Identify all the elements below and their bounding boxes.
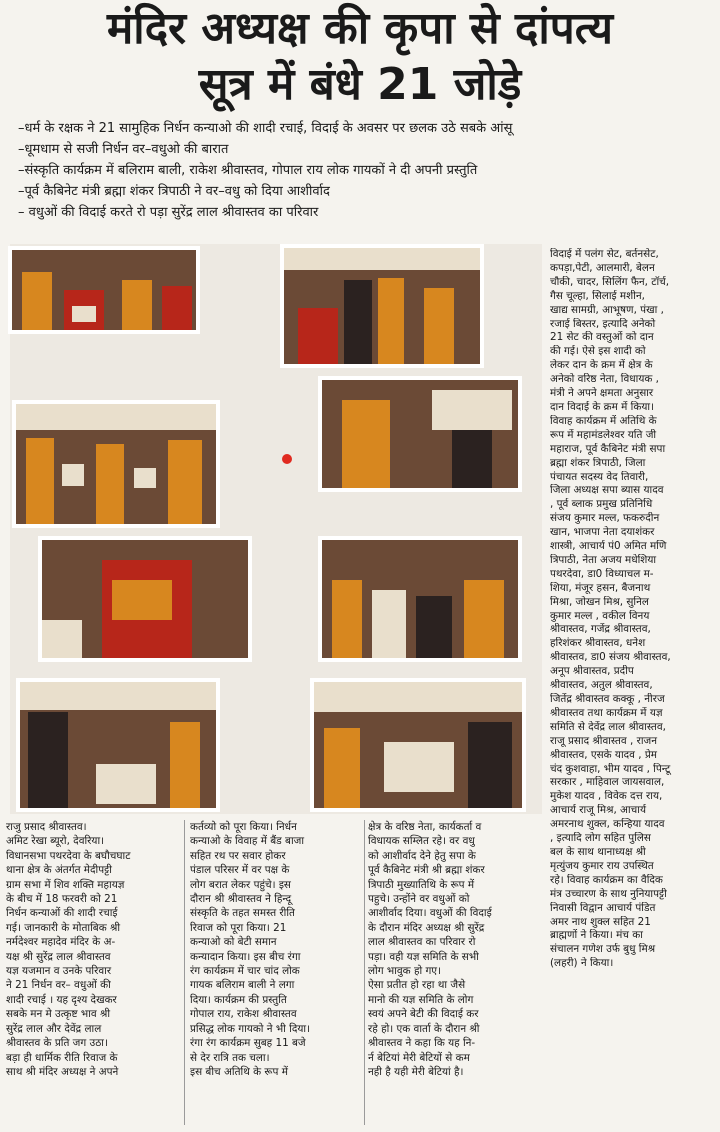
red-bullet-dot: [282, 454, 292, 464]
article-line: कपड़ा,पेटी, आलमारी, बेलन: [550, 261, 655, 274]
article-line: श्रीवास्तव, डा0 संजय श्रीवास्तव,: [550, 651, 671, 664]
article-line: खाद्य सामग्री, आभूषण, पंखा ,: [550, 303, 664, 316]
article-line: बड़ा ही धार्मिक रीति रिवाज के: [6, 1051, 118, 1064]
article-line: क्षेत्र के वरिष्ठ नेता, कार्यकर्ता व: [368, 821, 482, 833]
article-right-column: [550, 248, 712, 971]
article-line: श्रीवास्तव तथा कार्यक्रम में यज्ञ: [550, 706, 663, 719]
article-line: हरिशंकर श्रीवास्तव, धनेश: [550, 637, 646, 650]
article-line: रंग कार्यक्रम में चार चांद लोक: [190, 965, 300, 978]
article-line: स्वयं अपने बेटी की विदाई कर: [368, 1008, 479, 1021]
article-line: रहे। विवाह कार्यक्रम का वैदिक: [550, 873, 663, 886]
article-line: अनूप श्रीवास्तव, प्रदीप: [550, 665, 634, 678]
article-line: मंत्री ने अपने क्षमता अनुसार: [550, 387, 654, 400]
article-line: के दौरान मंदिर अध्यक्ष श्री सुरेंद्र: [368, 921, 485, 934]
photo-felicitation: [20, 682, 216, 808]
article-line: पड़ा। वही यज्ञ समिति के सभी: [368, 950, 479, 963]
highlight-item: – वधुओं की विदाई करते रो पड़ा सुरेंद्र लाल श्रीवास्तव का परिवार: [18, 205, 319, 220]
article-line: की गई। ऐसे इस शादी को: [550, 345, 646, 358]
article-line: मानो की यज्ञ समिति के लोग: [368, 993, 474, 1006]
article-line: गायक बलिराम बाली ने लगा: [190, 979, 295, 992]
article-line: रजाई बिस्तर, इत्यादि अनेको: [550, 317, 656, 330]
article-line: रहे हो। एक वार्ता के दौरान श्री: [368, 1022, 480, 1035]
article-line: मुकेश यादव , विवेक दत्त राय,: [550, 790, 663, 803]
article-line: पंडाल परिसर में वर पक्ष के: [190, 864, 290, 877]
article-line: आचार्य राजू मिश्र, आचार्य: [550, 804, 646, 817]
article-line: निर्धन कन्याओं की शादी रचाई: [6, 907, 118, 920]
article-line: विधानसभा पथरदेवा के बघौचघाट: [6, 849, 131, 862]
headline-line-2: सूत्र में बंधे 21 जोड़े: [198, 59, 522, 110]
article-line: (लहरी) ने किया।: [550, 957, 614, 970]
article-line: बल के साथ थानाध्यक्ष श्री: [550, 845, 646, 858]
photo-ceremony-group: [12, 250, 196, 330]
article-line: ग्राम सभा में शिव शक्ति महायज्ञ: [6, 878, 125, 891]
highlights-list: [18, 118, 718, 223]
article-line: त्रिपाठी, नेता अजय मधेशिया: [550, 553, 657, 566]
article-line: श्रीवास्तव, अतुल श्रीवास्तव,: [550, 679, 653, 692]
highlight-item: –पूर्व कैबिनेट मंत्री ब्रह्मा शंकर त्रिपाठी ने वर–वधु को दिया आशीर्वाद: [18, 184, 330, 199]
article-line: लोग बरात लेकर पहुंचे। इस: [190, 878, 291, 891]
article-line: दौरान श्री श्रीवास्तव ने हिन्दू: [190, 893, 292, 906]
article-column-1: [6, 820, 181, 1079]
article-line: ऐसा प्रतीत हो रहा था जैसे: [368, 979, 466, 992]
photo-award-presentation: [16, 404, 216, 524]
article-line: नर्मदेश्वर महादेव मंदिर के अ-: [6, 936, 116, 949]
article-line: पहुचे। उन्होंने वर वधुओं को: [368, 893, 470, 906]
article-line: अमर नाथ शुक्ल सहित 21: [550, 915, 651, 928]
article-line: आशीर्वाद दिया। वधुओं की विदाई: [368, 907, 492, 920]
article-line: श्रीवास्तव के प्रति जग उठा।: [6, 1037, 108, 1050]
article-line: साथ श्री मंदिर अध्यक्ष ने अपने: [6, 1065, 119, 1078]
article-line: रूप में महामंडलेश्वर यति जी: [550, 428, 657, 441]
article-line: गैस चूल्हा, सिलाई मशीन,: [550, 289, 645, 302]
article-line: के बीच में 18 फरवरी को 21: [6, 893, 118, 906]
article-line: जिला अध्यक्ष सपा ब्यास यादव: [550, 484, 664, 497]
article-line: र्न बेटियां मेरी बेटियों से कम: [368, 1051, 470, 1064]
photo-guests-seated: [322, 540, 518, 658]
highlight-item: –संस्कृति कार्यक्रम में बलिराम बाली, राकेश श्रीवास्तव, गोपाल राय लोक गायकों ने दी अपनी प्रस्तुति: [18, 163, 478, 178]
article-line: इस बीच अतिथि के रूप में: [190, 1065, 288, 1078]
article-line: दिया। कार्यक्रम की प्रस्तुति: [190, 993, 287, 1006]
article-line: पंचायत सदस्य वेद तिवारी,: [550, 470, 649, 483]
article-line: समिति से देवेंद्र लाल श्रीवास्तव,: [550, 720, 666, 733]
article-line: रिवाज को पूरा किया। 21: [190, 921, 287, 934]
photo-bride-seated: [42, 540, 248, 658]
article-line: सरकार , माहिवाल जायसवाल,: [550, 776, 665, 789]
article-line: कन्याओ के विवाह में बैंड बाजा: [190, 835, 305, 848]
article-line: महाराज, पूर्व कैबिनेट मंत्री सपा: [550, 442, 666, 455]
article-line: पूर्व कैबिनेट मंत्री श्री ब्रह्मा शंकर: [368, 864, 485, 877]
article-line: रंगा रंग कार्यक्रम सुबह 11 बजे: [190, 1037, 306, 1050]
article-line: त्रिपाठी मुख्यातिथि के रूप में: [368, 878, 475, 891]
article-line: संस्कृति के तहत समस्त रीति: [190, 907, 295, 920]
article-line: श्रीवास्तव, एसके यादव , प्रेम: [550, 748, 657, 761]
photo-stage-guests: [284, 248, 480, 364]
highlight-item: –धर्म के रक्षक ने 21 सामुहिक निर्धन कन्याओ की शादी रचाई, विदाई के अवसर पर छलक उठे सबके आंसू: [18, 121, 513, 136]
article-line: ब्राह्मणों ने किया। मंच का: [550, 929, 643, 942]
article-column-3: [368, 820, 542, 1079]
column-divider: [184, 820, 185, 1125]
column-divider: [364, 820, 365, 1125]
article-line: शास्त्री, आचार्य पं0 अमित मणि: [550, 540, 667, 553]
article-line: संचालन गणेश उर्फ बुधु मिश्र: [550, 943, 656, 956]
article-line: मंत्र उच्चारण के साथ नुनियापट्टी: [550, 887, 667, 900]
article-column-2: [190, 820, 362, 1079]
article-line: कुमार मल्ल , वकील विनय: [550, 609, 650, 622]
article-line: खान, भाजपा नेता दयाशंकर: [550, 526, 655, 539]
photo-collage: [10, 244, 542, 814]
article-line: विवाह कार्यक्रम में अतिथि के: [550, 414, 657, 427]
article-line: राजू प्रसाद श्रीवास्तव , राजन: [550, 734, 657, 747]
article-line: कर्तव्यो को पूरा किया। निर्धन: [190, 821, 297, 833]
article-line: कन्यादान किया। इस बीच रंगा: [190, 950, 301, 963]
article-line: लाल श्रीवास्तव का परिवार रो: [368, 936, 476, 949]
article-line: अनेको वरिष्ठ नेता, विधायक ,: [550, 373, 659, 386]
article-line: गोपाल राय, राकेश श्रीवास्तव: [190, 1008, 297, 1021]
article-line: पथरदेवा, डा0 विध्याचल म-: [550, 567, 654, 580]
photo-honour-frame: [314, 682, 522, 808]
article-line: विदाई में पलंग सेट, बर्तनसेट,: [550, 248, 659, 260]
article-line: मिश्रा, जोखन मिश्र, सुनिल: [550, 595, 649, 608]
photo-speaker-mic: [322, 380, 518, 488]
article-line: संजय कुमार मल्ल, फकरुदीन: [550, 512, 660, 525]
article-line: अमिट रेखा ब्यूरो, देवरिया।: [6, 835, 105, 848]
article-line: श्रीवास्तव, गजेंद्र श्रीवास्तव,: [550, 623, 651, 636]
article-line: राजु प्रसाद श्रीवास्तव।: [6, 821, 87, 833]
article-line: लोग भावुक हो गए।: [368, 965, 441, 978]
article-line: ने 21 निर्धन वर– वधुओं की: [6, 979, 111, 992]
article-line: कन्याओ को बेटी समान: [190, 936, 277, 949]
article-line: प्रसिद्ध लोक गायको ने भी दिया।: [190, 1022, 311, 1035]
article-line: शादी रचाई । यह दृश्य देखकर: [6, 993, 117, 1006]
article-line: चौकी, चादर, सिलिंग फैन, टॉर्च,: [550, 275, 670, 288]
article-line: लेकर दान के क्रम में क्षेत्र के: [550, 359, 653, 372]
article-line: से देर रात्रि तक चला।: [190, 1051, 270, 1064]
article-line: श्रीवास्तव ने कहा कि यह नि-: [368, 1037, 476, 1050]
article-line: 21 सेट की वस्तुओं को दान: [550, 331, 654, 344]
article-line: नही है यही मेरी बेटियां है।: [368, 1065, 464, 1078]
article-line: थाना क्षेत्र के अंतर्गत मेदीपट्टी: [6, 864, 112, 877]
article-line: विधायक सम्लित रहे। वर वधु: [368, 835, 475, 848]
article-line: मृत्युंजय कुमार राय उपस्थित: [550, 859, 654, 872]
article-line: जितेंद्र श्रीवास्तव कक्कू , नीरज: [550, 693, 665, 705]
article-line: दान विदाई के क्रम में किया।: [550, 400, 654, 413]
article-line: निवासी विद्वान आचार्य पंडित: [550, 901, 656, 914]
article-line: चंद कुशवाहा, भीम यादव , पिन्टू: [550, 762, 671, 775]
article-line: , पूर्व ब्लाक प्रमुख प्रतिनिधि: [550, 498, 653, 511]
article-line: को आशीर्वाद देने हेतु सपा के: [368, 849, 476, 862]
article-line: गई। जानकारी के मोताबिक श्री: [6, 921, 121, 934]
article-line: , इत्यादि लोग सहित पुलिस: [550, 832, 651, 845]
article-line: यक्ष श्री सुरेंद्र लाल श्रीवास्तव: [6, 950, 111, 963]
article-line: सुरेंद्र लाल और देवेंद्र लाल: [6, 1022, 102, 1035]
article-line: अमरनाथ शुक्ल, कन्हिया यादव: [550, 818, 665, 831]
article-line: यज्ञ यजमान व उनके परिवार: [6, 965, 112, 978]
headline-line-1: मंदिर अध्यक्ष की कृपा से दांपत्य: [106, 3, 614, 54]
article-line: सहित रथ पर सवार होकर: [190, 849, 286, 862]
article-line: सबके मन मे उत्कृष्ट भाव श्री: [6, 1008, 111, 1021]
highlight-item: –धूमधाम से सजी निर्धन वर–वधुओ की बारात: [18, 142, 229, 157]
article-line: शिया, मंजूर हसन, बैजनाथ: [550, 581, 651, 594]
article-line: ब्रह्मा शंकर त्रिपाठी, जिला: [550, 456, 646, 469]
